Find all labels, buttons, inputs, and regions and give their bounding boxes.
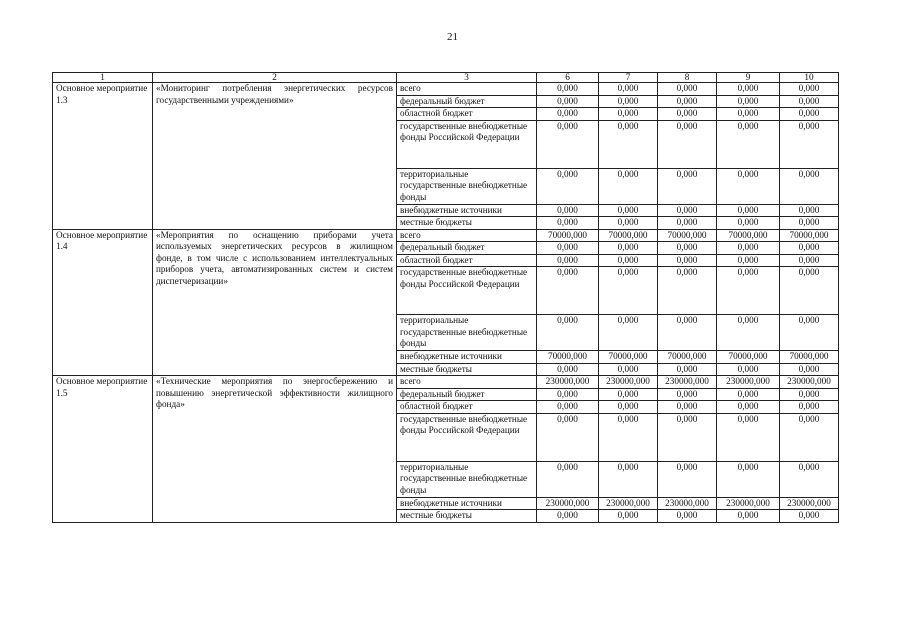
amount-cell: 0,000: [658, 168, 717, 204]
funding-source: внебюджетные источники: [397, 204, 537, 217]
amount-cell: 0,000: [537, 204, 599, 217]
amount-cell: 0,000: [717, 95, 780, 108]
amount-cell: 0,000: [717, 461, 780, 497]
amount-cell: 230000,000: [599, 497, 658, 510]
amount-cell: 0,000: [780, 315, 839, 351]
funding-source: местные бюджеты: [397, 217, 537, 230]
funding-source: федеральный бюджет: [397, 388, 537, 401]
amount-cell: 0,000: [658, 83, 717, 96]
amount-cell: 0,000: [658, 388, 717, 401]
amount-cell: 70000,000: [599, 351, 658, 364]
column-number-header: 3: [397, 73, 537, 83]
amount-cell: 0,000: [658, 120, 717, 168]
funding-source: местные бюджеты: [397, 510, 537, 523]
amount-cell: 0,000: [717, 363, 780, 376]
amount-cell: 0,000: [717, 267, 780, 315]
amount-cell: 0,000: [717, 510, 780, 523]
amount-cell: 0,000: [537, 413, 599, 461]
funding-source: областной бюджет: [397, 254, 537, 267]
amount-cell: 0,000: [717, 401, 780, 414]
amount-cell: 0,000: [780, 267, 839, 315]
amount-cell: 0,000: [658, 95, 717, 108]
amount-cell: 0,000: [599, 388, 658, 401]
amount-cell: 0,000: [780, 401, 839, 414]
amount-cell: 0,000: [780, 388, 839, 401]
amount-cell: 0,000: [780, 95, 839, 108]
amount-cell: 70000,000: [658, 229, 717, 242]
column-number-header: 1: [53, 73, 153, 83]
amount-cell: 0,000: [780, 242, 839, 255]
amount-cell: 0,000: [599, 217, 658, 230]
amount-cell: 0,000: [599, 108, 658, 121]
funding-source: государственные внебюджетные фонды Российской Федерации: [397, 120, 537, 168]
amount-cell: 0,000: [599, 413, 658, 461]
amount-cell: 0,000: [658, 413, 717, 461]
amount-cell: 0,000: [717, 315, 780, 351]
funding-source: всего: [397, 229, 537, 242]
measure-code: Основное мероприятие 1.3: [53, 83, 153, 230]
amount-cell: 0,000: [717, 413, 780, 461]
amount-cell: 0,000: [658, 267, 717, 315]
amount-cell: 230000,000: [658, 376, 717, 389]
amount-cell: 0,000: [537, 120, 599, 168]
amount-cell: 0,000: [599, 242, 658, 255]
amount-cell: 0,000: [599, 510, 658, 523]
amount-cell: 0,000: [537, 254, 599, 267]
amount-cell: 0,000: [599, 401, 658, 414]
amount-cell: 230000,000: [717, 376, 780, 389]
amount-cell: 0,000: [780, 204, 839, 217]
amount-cell: 70000,000: [780, 229, 839, 242]
amount-cell: 0,000: [780, 120, 839, 168]
amount-cell: 0,000: [658, 401, 717, 414]
amount-cell: 0,000: [717, 168, 780, 204]
amount-cell: 70000,000: [599, 229, 658, 242]
page-number: 21: [447, 31, 458, 43]
amount-cell: 70000,000: [537, 351, 599, 364]
amount-cell: 0,000: [537, 267, 599, 315]
column-number-header: 8: [658, 73, 717, 83]
amount-cell: 70000,000: [717, 229, 780, 242]
funding-source: внебюджетные источники: [397, 497, 537, 510]
amount-cell: 0,000: [658, 363, 717, 376]
amount-cell: 0,000: [717, 242, 780, 255]
amount-cell: 0,000: [717, 120, 780, 168]
funding-source: территориальные государственные внебюджетные фонды: [397, 315, 537, 351]
amount-cell: 0,000: [717, 204, 780, 217]
amount-cell: 0,000: [780, 363, 839, 376]
amount-cell: 70000,000: [780, 351, 839, 364]
amount-cell: 230000,000: [599, 376, 658, 389]
measure-code: Основное мероприятие 1.4: [53, 229, 153, 376]
funding-source: местные бюджеты: [397, 363, 537, 376]
table-row: [53, 376, 839, 389]
column-number-row: [53, 73, 839, 83]
column-number-header: 7: [599, 73, 658, 83]
funding-source: областной бюджет: [397, 401, 537, 414]
amount-cell: 0,000: [599, 120, 658, 168]
amount-cell: 70000,000: [537, 229, 599, 242]
amount-cell: 0,000: [717, 388, 780, 401]
amount-cell: 0,000: [537, 461, 599, 497]
amount-cell: 0,000: [537, 363, 599, 376]
column-number-header: 10: [780, 73, 839, 83]
amount-cell: 0,000: [658, 108, 717, 121]
amount-cell: 0,000: [717, 217, 780, 230]
amount-cell: 0,000: [537, 388, 599, 401]
amount-cell: 70000,000: [658, 351, 717, 364]
funding-source: государственные внебюджетные фонды Российской Федерации: [397, 413, 537, 461]
amount-cell: 230000,000: [537, 497, 599, 510]
funding-source: федеральный бюджет: [397, 242, 537, 255]
amount-cell: 0,000: [537, 217, 599, 230]
funding-source: всего: [397, 83, 537, 96]
amount-cell: 0,000: [658, 461, 717, 497]
funding-source: внебюджетные источники: [397, 351, 537, 364]
amount-cell: 0,000: [780, 254, 839, 267]
funding-source: территориальные государственные внебюджетные фонды: [397, 168, 537, 204]
amount-cell: 0,000: [658, 315, 717, 351]
table-row: [53, 229, 839, 242]
measure-name: «Мониторинг потребления энергетических ресурсов государственными учреждениями»: [153, 83, 397, 230]
amount-cell: 0,000: [780, 168, 839, 204]
budget-table: [52, 72, 839, 523]
amount-cell: 0,000: [658, 510, 717, 523]
amount-cell: 0,000: [537, 242, 599, 255]
amount-cell: 0,000: [599, 254, 658, 267]
funding-source: всего: [397, 376, 537, 389]
column-number-header: 6: [537, 73, 599, 83]
column-number-header: 2: [153, 73, 397, 83]
measure-code: Основное мероприятие 1.5: [53, 376, 153, 523]
column-number-header: 9: [717, 73, 780, 83]
amount-cell: 0,000: [658, 242, 717, 255]
amount-cell: 0,000: [537, 108, 599, 121]
funding-source: государственные внебюджетные фонды Российской Федерации: [397, 267, 537, 315]
amount-cell: 0,000: [599, 83, 658, 96]
amount-cell: 230000,000: [780, 497, 839, 510]
amount-cell: 0,000: [717, 83, 780, 96]
amount-cell: 0,000: [537, 95, 599, 108]
amount-cell: 0,000: [537, 315, 599, 351]
amount-cell: 0,000: [780, 413, 839, 461]
amount-cell: 0,000: [780, 108, 839, 121]
amount-cell: 230000,000: [780, 376, 839, 389]
amount-cell: 230000,000: [537, 376, 599, 389]
amount-cell: 0,000: [599, 204, 658, 217]
amount-cell: 0,000: [780, 510, 839, 523]
amount-cell: 0,000: [717, 108, 780, 121]
amount-cell: 230000,000: [658, 497, 717, 510]
amount-cell: 0,000: [658, 217, 717, 230]
amount-cell: 0,000: [537, 83, 599, 96]
amount-cell: 0,000: [780, 83, 839, 96]
amount-cell: 0,000: [599, 461, 658, 497]
amount-cell: 0,000: [537, 401, 599, 414]
table-row: [53, 83, 839, 96]
funding-source: областной бюджет: [397, 108, 537, 121]
measure-name: «Мероприятия по оснащению приборами учета используемых энергетических ресурсов в жилищном фонде, в том числе с использованием интеллектуальных приборов учета, автоматизированных систем и систем диспетчеризации»: [153, 229, 397, 376]
funding-source: территориальные государственные внебюджетные фонды: [397, 461, 537, 497]
amount-cell: 70000,000: [717, 351, 780, 364]
amount-cell: 0,000: [537, 510, 599, 523]
measure-name: «Технические мероприятия по энергосбережению и повышению энергетической эффективности жилищного фонда»: [153, 376, 397, 523]
amount-cell: 0,000: [537, 168, 599, 204]
amount-cell: 0,000: [780, 461, 839, 497]
amount-cell: 0,000: [780, 217, 839, 230]
amount-cell: 0,000: [658, 204, 717, 217]
amount-cell: 0,000: [599, 363, 658, 376]
amount-cell: 0,000: [717, 254, 780, 267]
amount-cell: 0,000: [599, 315, 658, 351]
funding-source: федеральный бюджет: [397, 95, 537, 108]
amount-cell: 0,000: [599, 168, 658, 204]
amount-cell: 0,000: [599, 95, 658, 108]
amount-cell: 0,000: [599, 267, 658, 315]
amount-cell: 0,000: [658, 254, 717, 267]
amount-cell: 230000,000: [717, 497, 780, 510]
